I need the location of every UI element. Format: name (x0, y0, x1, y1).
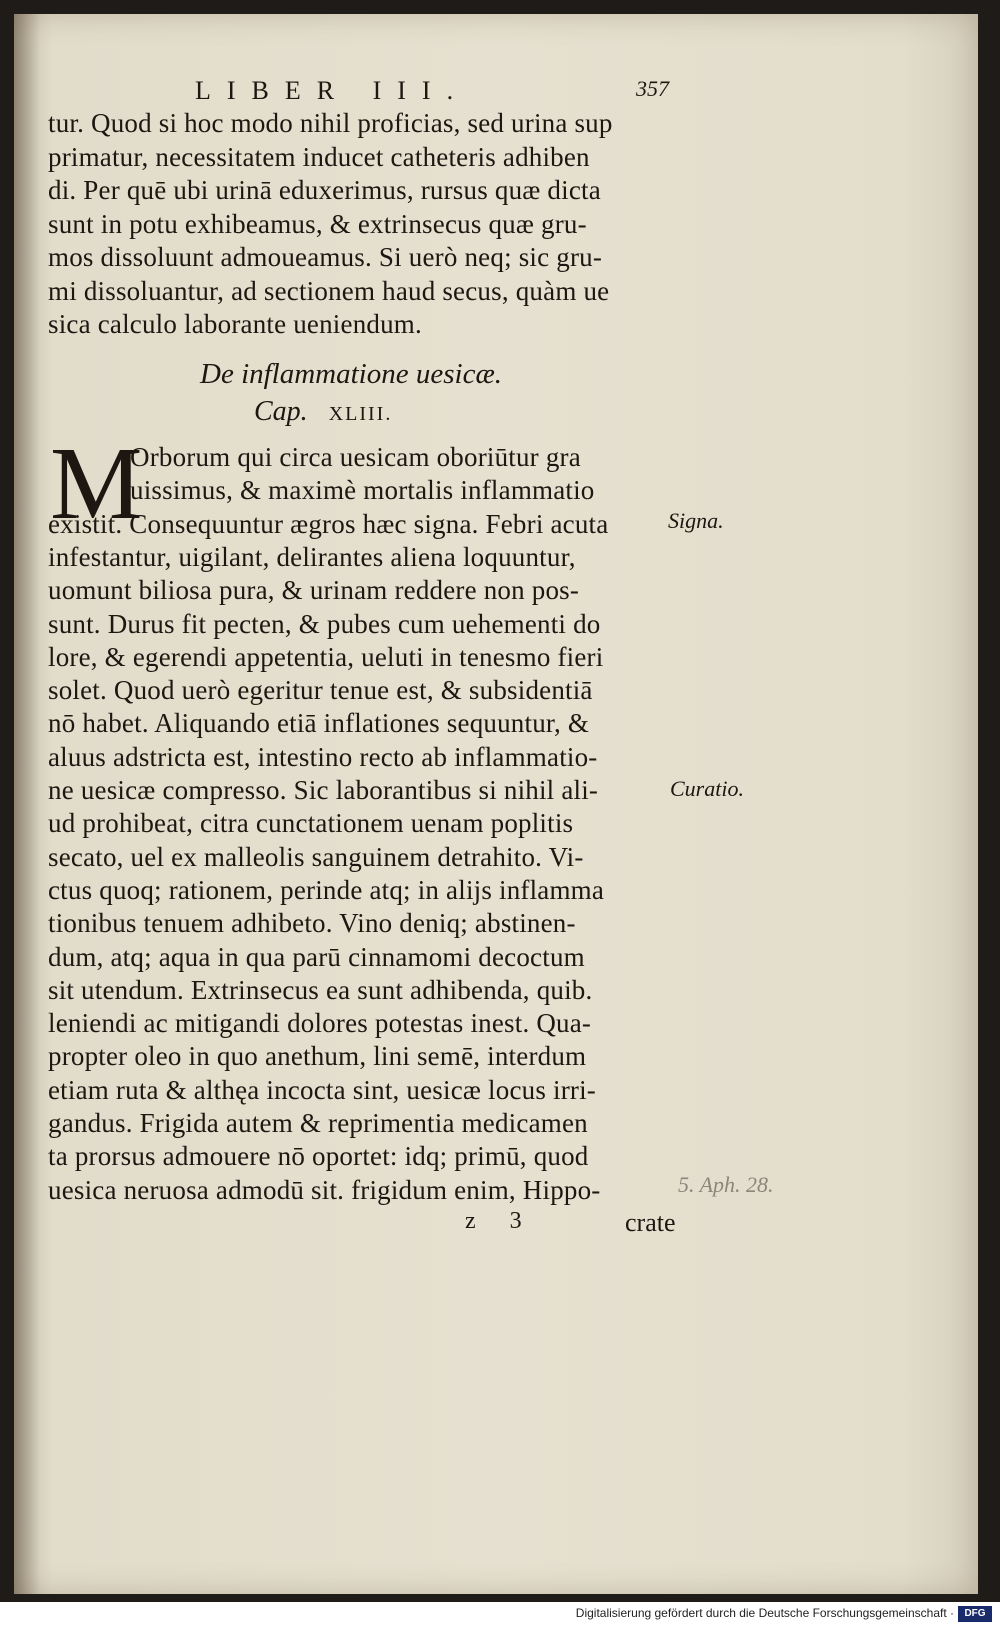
text-line: lore, & egerendi appetentia, ueluti in tenesmo fieri (48, 641, 604, 672)
dfg-footer-bar (0, 1602, 1000, 1627)
text-line: sit utendum. Extrinsecus ea sunt adhibenda, quib. (48, 974, 593, 1005)
text-line: leniendi ac mitigandi dolores potestas inest. Qua- (48, 1008, 592, 1039)
catchword: crate (625, 1208, 676, 1237)
text-line: di. Per quē ubi urinā eduxerimus, rursus quæ dicta (48, 175, 601, 205)
text-line: etiam ruta & althęa incocta sint, uesicæ locus irri- (48, 1074, 596, 1105)
text-line: tur. Quod si hoc modo nihil proficias, sed urina sup (48, 108, 613, 138)
text-line: secato, uel ex malleolis sanguinem detrahito. Vi- (48, 841, 584, 872)
text-line: mi dissoluantur, ad sectionem haud secus, quàm ue (48, 275, 610, 306)
text-line: sica calculo laborante ueniendum. (48, 309, 422, 339)
dfg-funding-text: Digitalisierung gefördert durch die Deutsche Forschungsgemeinschaft · (575, 1606, 954, 1620)
text-line: primatur, necessitatem inducet catheteris adhiben (48, 141, 590, 172)
chapter-label (254, 396, 392, 428)
text-line: uissimus, & maximè mortalis inflammatio (130, 475, 595, 506)
margin-note-aphorism: 5. Aph. 28. (678, 1172, 774, 1197)
text-line: aluus adstricta est, intestino recto ab inflammatio- (48, 741, 598, 772)
chapter-cap-label: Cap. (254, 396, 308, 427)
text-line: ne uesicæ compresso. Sic laborantibus si nihil ali- (48, 775, 599, 805)
text-line: ud prohibeat, citra cunctationem uenam poplitis (48, 808, 574, 839)
text-line: propter oleo in quo anethum, lini semē, interdum (48, 1041, 587, 1072)
margin-note-curatio: Curatio. (670, 776, 744, 801)
gutter-shadow (14, 14, 40, 1594)
text-line: uomunt biliosa pura, & urinam reddere non pos- (48, 575, 580, 606)
chapter-number: XLIII. (328, 403, 393, 425)
page-number: 357 (636, 76, 669, 101)
text-line: sunt in potu exhibeamus, & extrinsecus quæ gru- (48, 208, 587, 239)
running-title: LIBER III. (195, 76, 470, 105)
text-line: sunt. Durus fit pecten, & pubes cum uehementi do (48, 608, 601, 639)
signature-mark: z 3 (465, 1208, 536, 1234)
drop-capital: M (50, 426, 143, 541)
chapter-title: De inflammatione uesicæ. (200, 358, 503, 390)
text-line: uesica neruosa admodū sit. frigidum enim, Hippo- (48, 1174, 601, 1205)
text-line: mos dissoluunt admoueamus. Si uerò neq; sic gru- (48, 242, 603, 272)
text-line: existit. Consequuntur ægros hæc signa. Febri acuta (48, 508, 609, 539)
text-line: ctus quoq; rationem, perinde atq; in alijs inflamma (48, 874, 605, 905)
text-line: tionibus tenuem adhibeto. Vino deniq; abstinen- (48, 908, 576, 939)
text-line: dum, atq; aqua in qua parū cinnamomi decoctum (48, 941, 585, 972)
dfg-logo-icon: DFG (958, 1606, 992, 1622)
text-line: nō habet. Aliquando etiā inflationes sequuntur, & (48, 708, 590, 739)
margin-note-signa: Signa. (668, 508, 724, 533)
text-line: Orborum qui circa uesicam oboriūtur gra (130, 442, 581, 472)
text-line: gandus. Frigida autem & reprimentia medicamen (48, 1108, 588, 1138)
text-line: ta prorsus admouere nō oportet: idq; primū, quod (48, 1141, 589, 1172)
text-line: solet. Quod uerò egeritur tenue est, & subsidentiā (48, 675, 593, 706)
text-line: infestantur, uigilant, delirantes aliena loquuntur, (48, 541, 576, 572)
